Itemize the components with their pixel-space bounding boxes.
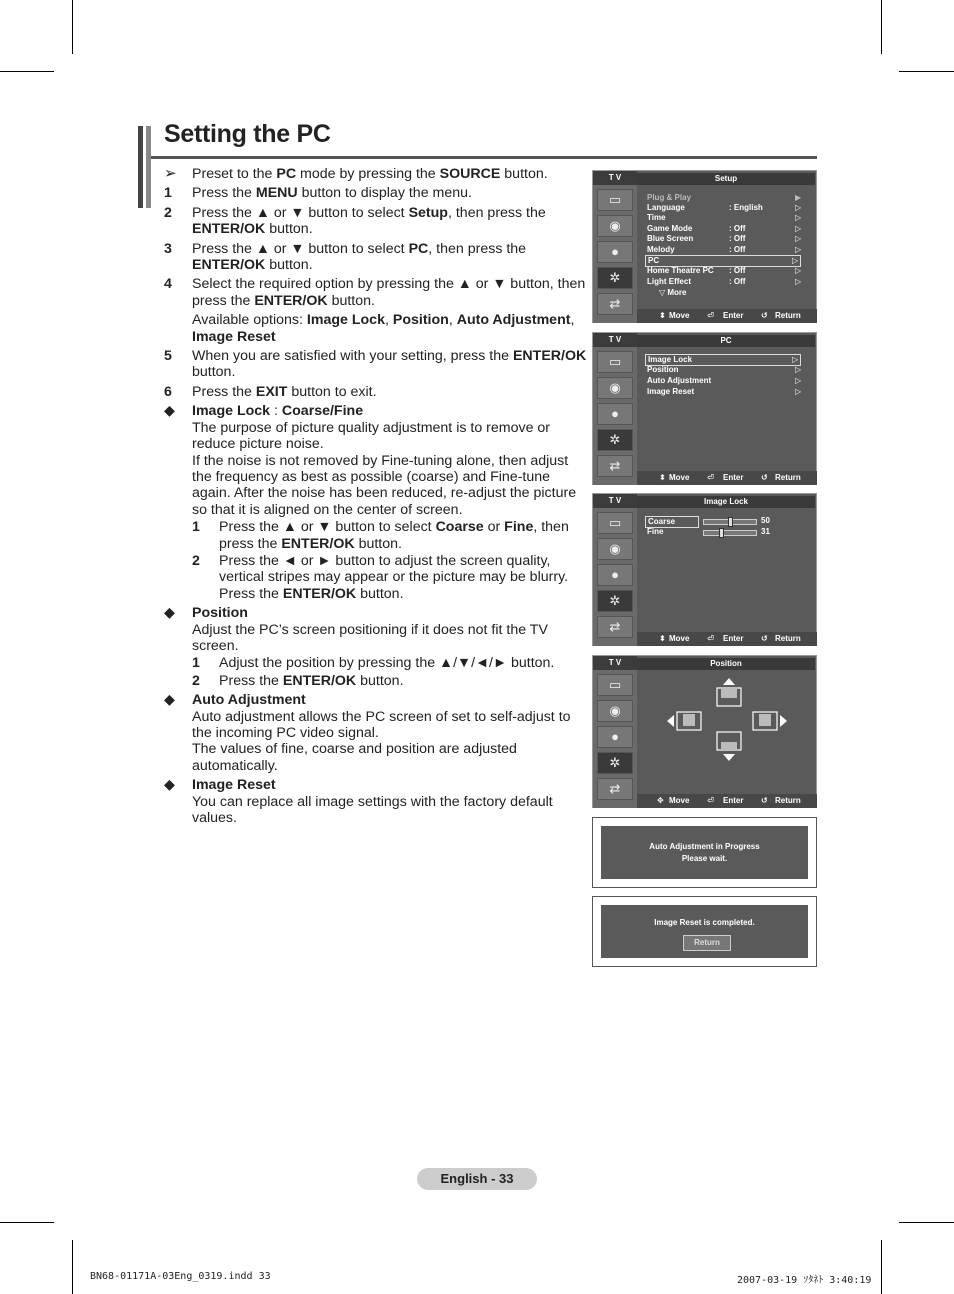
osd-header: Position	[637, 658, 815, 670]
more-item[interactable]: ▽ More	[659, 288, 687, 297]
menu-item-selected[interactable]: PC ▷	[645, 255, 801, 267]
tv-label: T V	[593, 656, 637, 670]
step-6: 6 Press the EXIT button to exit.	[164, 383, 377, 400]
crop-mark	[881, 0, 882, 54]
menu-item[interactable]: Time ▷	[647, 213, 802, 222]
enter-icon: ⏎	[707, 796, 714, 805]
input-icon: ⇄	[597, 293, 633, 315]
title-accent-bar	[146, 126, 151, 208]
input-icon: ⇄	[597, 778, 633, 800]
menu-item[interactable]: Image Reset ▷	[647, 387, 802, 396]
picture-icon: ▭	[597, 512, 633, 534]
menu-item[interactable]: Language : English ▷	[647, 203, 802, 212]
osd-body	[637, 508, 817, 632]
input-icon: ⇄	[597, 616, 633, 638]
tv-label: T V	[593, 333, 637, 347]
image-lock-step-1: 1 Press the ▲ or ▼ button to select Coarse or Fine, then press the ENTER/OK button.	[192, 519, 569, 552]
instructions	[164, 166, 590, 826]
osd-position	[592, 655, 817, 808]
osd-footer: ⬍ Move ⏎ Enter ↺ Return	[637, 471, 817, 485]
return-icon: ↺	[761, 796, 768, 805]
channel-icon: ●	[597, 564, 633, 586]
menu-item[interactable]: Home Theatre PC : Off ▷	[647, 266, 802, 275]
crop-mark	[881, 1240, 882, 1294]
fine-slider[interactable]	[703, 530, 757, 536]
move-icon: ⬍	[659, 634, 666, 643]
slider-knob[interactable]	[719, 528, 724, 538]
section-auto-adjustment: ◆ Auto Adjustment Auto adjustment allows the PC screen of set to self-adjust to the incoming PC video signal. The values of fine, coarse and position are adjusted automatically.	[164, 692, 571, 774]
osd-footer: ⬍ Move ⏎ Enter ↺ Return	[637, 632, 817, 646]
available-options: Available options: Image Lock, Position, Auto Adjustment, Image Reset	[192, 312, 575, 345]
osd-header: Image Lock	[637, 496, 815, 508]
message-panel	[601, 826, 808, 879]
message-panel	[601, 905, 808, 958]
menu-item[interactable]: Auto Adjustment ▷	[647, 376, 802, 385]
message-line: Please wait.	[681, 854, 728, 863]
channel-icon: ●	[597, 241, 633, 263]
tv-label: T V	[593, 494, 637, 508]
enter-icon: ⏎	[707, 473, 714, 482]
sound-icon: ◉	[597, 215, 633, 237]
osd-header: PC	[637, 335, 815, 347]
osd-header: Setup	[637, 173, 815, 185]
coarse-slider[interactable]	[703, 519, 757, 525]
setup-icon: ✲	[597, 267, 633, 289]
diamond-bullet-icon: ◆	[164, 605, 175, 622]
osd-footer: ✥ Move ⏎ Enter ↺ Return	[637, 794, 817, 808]
image-lock-step-2: 2 Press the ◄ or ► button to adjust the screen quality, vertical stripes may appear or the picture may be blurry. Press the ENTER/OK button.	[192, 552, 569, 602]
coarse-value: 50	[761, 516, 770, 525]
osd-sidebar	[593, 347, 637, 485]
picture-icon: ▭	[597, 189, 633, 211]
return-icon: ↺	[761, 311, 768, 320]
menu-item[interactable]: Melody : Off ▷	[647, 245, 802, 254]
position-step-2: 2 Press the ENTER/OK button.	[192, 672, 404, 689]
setup-icon: ✲	[597, 429, 633, 451]
menu-item[interactable]: Light Effect : Off ▷	[647, 277, 802, 286]
crop-mark	[72, 0, 73, 54]
picture-icon: ▭	[597, 351, 633, 373]
osd-sidebar	[593, 508, 637, 646]
message-line: Auto Adjustment in Progress	[649, 842, 760, 851]
osd-sidebar	[593, 185, 637, 323]
crop-mark	[72, 1240, 73, 1294]
input-icon: ⇄	[597, 455, 633, 477]
step-1: 1 Press the MENU button to display the menu.	[164, 185, 472, 202]
section-image-reset: ◆ Image Reset You can replace all image settings with the factory default values.	[164, 777, 553, 827]
sound-icon: ◉	[597, 538, 633, 560]
title-rule	[151, 156, 817, 159]
intro-note: ➢ Preset to the PC mode by pressing the SOURCE button.	[164, 165, 548, 182]
diamond-bullet-icon: ◆	[164, 777, 175, 794]
sound-icon: ◉	[597, 700, 633, 722]
arrow-note-icon: ➢	[164, 165, 177, 182]
menu-item[interactable]: Position ▷	[647, 365, 802, 374]
message-line: Image Reset is completed.	[654, 918, 755, 927]
crop-mark	[0, 71, 54, 72]
osd-image-lock	[592, 493, 817, 646]
slider-knob[interactable]	[728, 517, 733, 527]
step-2: 2 Press the ▲ or ▼ button to select Setup, then press the ENTER/OK button.	[164, 204, 546, 238]
step-4: 4 Select the required option by pressing the ▲ or ▼ button, then press the ENTER/OK button.	[164, 276, 586, 309]
crop-mark	[899, 71, 954, 72]
picture-icon: ▭	[597, 674, 633, 696]
osd-setup-menu	[592, 170, 817, 323]
fine-item[interactable]: Fine	[647, 527, 664, 536]
return-icon: ↺	[761, 473, 768, 482]
position-arrows-diagram	[637, 670, 817, 794]
enter-icon: ⏎	[707, 311, 714, 320]
crop-mark	[0, 1222, 54, 1223]
enter-icon: ⏎	[707, 634, 714, 643]
osd-sidebar	[593, 670, 637, 808]
return-icon: ↺	[761, 634, 768, 643]
osd-body	[637, 185, 817, 309]
image-reset-message	[592, 896, 817, 967]
section-image-lock: ◆ Image Lock : Coarse/Fine The purpose of picture quality adjustment is to remove or reduce picture noise. If the noise is not removed by Fine-tuning alone, then adjust the frequency as best as possible (coarse) and Fine-tune again. After the noise has been reduced, re-adjust the picture so that it is aligned on the center of screen. 1 Press the ▲ or ▼ button to select Coarse or Fine, then press the ENTER/OK button. 2 Press the ◄ or ► button to adjust the screen quality, vertical stripes may appear or the picture may be blurry. Press the ENTER/OK button.	[164, 403, 590, 602]
move-icon: ⬍	[659, 473, 666, 482]
move-icon: ⬍	[659, 311, 666, 320]
footer-file-info: BN68-01171A-03Eng_0319.indd 33	[90, 1271, 271, 1282]
osd-pc-menu	[592, 332, 817, 485]
sound-icon: ◉	[597, 377, 633, 399]
page-title: Setting the PC	[164, 120, 331, 148]
diamond-bullet-icon: ◆	[164, 692, 175, 709]
menu-item[interactable]: Plug & Play ▶	[647, 193, 802, 202]
channel-icon: ●	[597, 403, 633, 425]
position-step-1: 1 Adjust the position by pressing the ▲/▼/◄/► button.	[192, 655, 555, 672]
section-position: ◆ Position Adjust the PC’s screen positioning if it does not fit the TV screen. 1 Adjust the position by pressing the ▲/▼/◄/► button. 2 Press the ENTER/OK button.	[164, 605, 590, 689]
auto-adjust-message	[592, 817, 817, 888]
tv-label: T V	[593, 171, 637, 185]
title-accent-bar	[138, 126, 143, 208]
osd-footer: ⬍ Move ⏎ Enter ↺ Return	[637, 309, 817, 323]
menu-item[interactable]: Blue Screen : Off ▷	[647, 234, 802, 243]
menu-item[interactable]: Game Mode : Off ▷	[647, 224, 802, 233]
menu-item-selected[interactable]: Image Lock ▷	[645, 354, 801, 366]
coarse-item[interactable]: Coarse	[645, 516, 699, 528]
page-number: English - 33	[417, 1168, 537, 1190]
step-3: 3 Press the ▲ or ▼ button to select PC, then press the ENTER/OK button.	[164, 240, 527, 274]
diamond-bullet-icon: ◆	[164, 403, 175, 420]
crop-mark	[899, 1222, 954, 1223]
setup-icon: ✲	[597, 590, 633, 612]
setup-icon: ✲	[597, 752, 633, 774]
footer-timestamp: 2007-03-19 ｿﾀﾈﾄ 3:40:19	[737, 1275, 872, 1286]
osd-body	[637, 670, 817, 794]
move-icon: ✥	[657, 796, 664, 805]
fine-value: 31	[761, 527, 770, 536]
return-button[interactable]: Return	[683, 935, 731, 951]
osd-body	[637, 347, 817, 471]
step-5: 5 When you are satisfied with your setting, press the ENTER/OK button.	[164, 348, 587, 381]
channel-icon: ●	[597, 726, 633, 748]
